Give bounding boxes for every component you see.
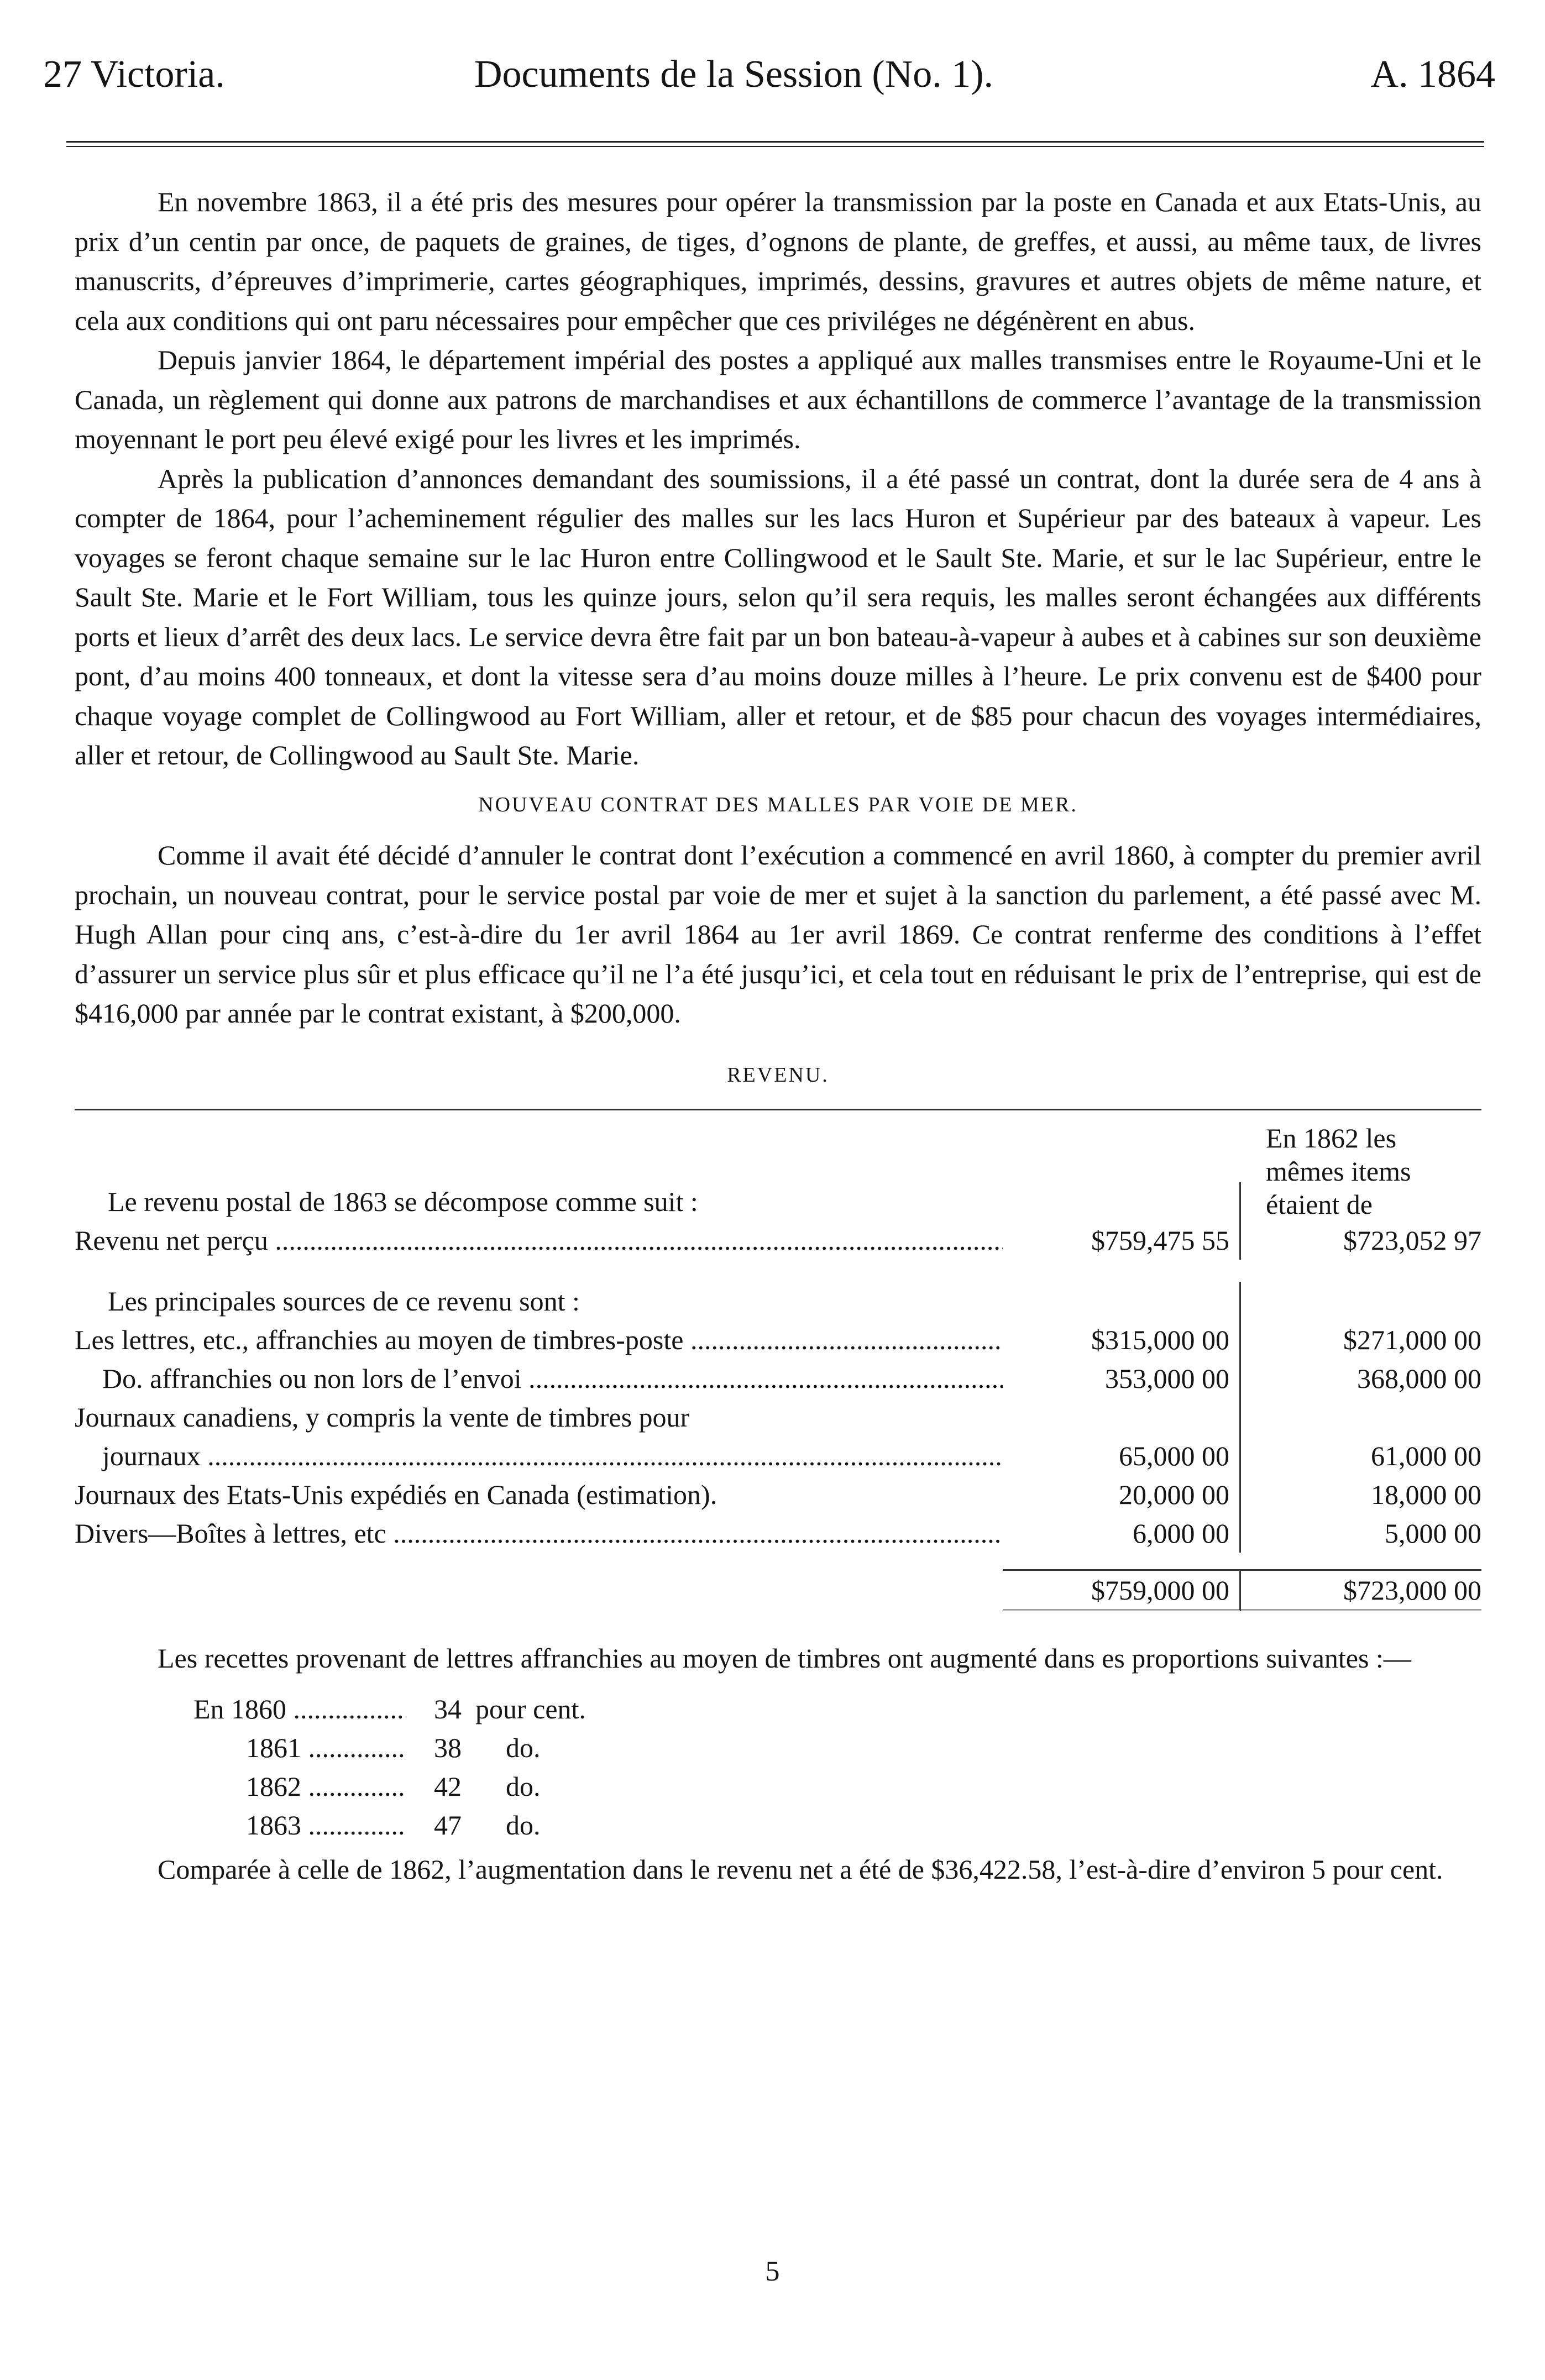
revenue-row-amount: 65,000 00 [1003,1437,1241,1475]
revenue-row-label: Les lettres, etc., affranchies au moyen de timbres-poste ..... [75,1320,1003,1359]
revenue-intro-row [75,1121,1481,1221]
revenue-sources-intro-row [75,1282,1481,1320]
paragraph-comparison: Comparée à celle de 1862, l’augmentation dans le revenu net a été de $36,422.58, l’est-à-dire d’environ 5 pour cent. [158,1853,1443,1885]
revenue-column-note: En 1862 les mêmes items étaient de [1266,1123,1411,1220]
revenue-row [75,1437,1481,1475]
header-volume: 27 Victoria. [43,53,225,96]
revenue-row-label: Journaux des Etats-Unis expédiés en Canada (estimation). [75,1479,717,1510]
revenue-net-amount: $759,475 55 [1003,1221,1241,1260]
document-body [75,182,1481,1889]
revenue-net-row [75,1221,1481,1260]
percentage-row [75,1690,1481,1728]
revenue-row [75,1359,1481,1398]
revenue-net-previous: $723,052 97 [1343,1225,1481,1256]
percentage-table [75,1690,1481,1844]
revenue-row [75,1475,1481,1514]
page-number: 5 [765,2256,780,2287]
revenue-table [75,1121,1481,1611]
revenue-row-previous: 18,000 00 [1371,1479,1481,1510]
paragraph-lake-contract: Après la publication d’annonces demandant des soumissions, il a été passé un contrat, dont la durée sera de 4 ans à compter de 1864, pour l’acheminement régulier des malles sur les lacs Huron et Supérieur par des bateaux à vapeur. Les voyages se feront chaque semaine sur le lac Huron entre Collingwood et le Sault Ste. Marie, et sur le lac Supérieur, entre le Sault Ste. Marie et le Fort William, tous les quinze jours, selon qu’il sera requis, les malles seront échangées aux différents ports et lieux d’arrêt des deux lacs. Le service devra être fait par un bon bateau-à-vapeur à aubes et à cabines sur son deuxième pont, d’au moins 400 tonneaux, et dont la vitesse sera d’au moins douze milles à l’heure. Le prix convenu est de $400 pour chaque voyage complet de Collingwood au Fort William, aller et retour, et de $85 pour chacun des voyages intermédiaires, aller et retour, de Collingwood au Sault Ste. Marie. [75,463,1481,770]
percentage-year: 1861 ..... [75,1728,406,1767]
percentage-row [75,1806,1481,1844]
percentage-year: 1862 ..... [75,1767,406,1806]
header-rule [66,141,1484,147]
percentage-value: 47 [434,1809,462,1841]
percentage-row [75,1728,1481,1767]
percentage-year: En 1860 ..... [75,1690,406,1728]
paragraph-transmission: En novembre 1863, il a été pris des mesures pour opérer la transmission par la poste en Canada et aux Etats-Unis, au prix d’un centin par once, de paquets de graines, de tiges, d’ognons de plante, de greffes, et aussi, au même taux, de livres manuscrits, d’épreuves d’imprimerie, cartes géographiques, imprimés, dessins, gravures et autres objets de même nature, et cela aux conditions qui ont paru nécessaires pour empêcher que ces priviléges ne dégénèrent en abus. [75,186,1481,336]
revenue-row-amount: $315,000 00 [1003,1320,1241,1359]
section-title-new-contract: NOUVEAU CONTRAT DES MALLES PAR VOIE DE MER. [478,793,1078,816]
paragraph-imperial-post: Depuis janvier 1864, le département impérial des postes a appliqué aux malles transmises entre le Royaume-Uni et le Canada, un règlement qui donne aux patrons de marchandises et aux échantillons de commerce l’avantage de la transmission moyennant le port peu élevé exigé pour les livres et les imprimés. [75,344,1481,454]
paragraph-new-contract: Comme il avait été décidé d’annuler le contrat dont l’exécution a commencé en avril 1860, à compter du premier avril prochain, un nouveau contrat, pour le service postal par voie de mer et sujet à la sanction du parlement, a été passé avec M. Hugh Allan pour cinq ans, c’est-à-dire du 1er avril 1864 au 1er avril 1869. Ce contrat renferme des conditions à l’effet d’assurer un service plus sûr et plus efficace qu’il ne l’a été jusqu’ici, et cela tout en réduisant le prix de l’entreprise, qui est de $416,000 par année par le contrat existant, à $200,000. [75,840,1481,1029]
revenue-row-label: Do. affranchies ou non lors de l’envoi ..... [75,1359,1003,1398]
revenue-title: REVENU. [727,1063,829,1087]
revenue-row [75,1514,1481,1553]
revenue-top-rule [75,1109,1481,1110]
percentage-value: 38 [434,1732,462,1763]
header-year: A. 1864 [1370,53,1495,96]
percentage-unit: pour cent. [475,1693,586,1724]
revenue-row [75,1398,1481,1437]
revenue-row-label: journaux ..... [75,1437,1003,1475]
percentage-value: 42 [434,1770,462,1802]
revenue-row [75,1320,1481,1359]
paragraph-stamps: Les recettes provenant de lettres affranchies au moyen de timbres ont augmenté dans es proportions suivantes :— [158,1643,1411,1674]
revenue-net-label: Revenu net perçu ..... [75,1221,1003,1260]
revenue-row-previous: 5,000 00 [1385,1518,1481,1549]
revenue-row-label: Divers—Boîtes à lettres, etc ..... [75,1514,1003,1553]
revenue-total-row [75,1569,1481,1611]
revenue-row-previous: 61,000 00 [1371,1440,1481,1471]
revenue-row-amount: 6,000 00 [1003,1514,1241,1553]
revenue-row-amount: 353,000 00 [1003,1359,1241,1398]
page-header [43,53,1495,102]
percentage-unit: do. [506,1809,541,1841]
revenue-row-label: Journaux canadiens, y compris la vente de timbres pour [75,1402,690,1433]
percentage-unit: do. [506,1732,541,1763]
percentage-year: 1863 ..... [75,1806,406,1844]
percentage-unit: do. [506,1770,541,1802]
percentage-row [75,1767,1481,1806]
revenue-row-previous: 368,000 00 [1357,1363,1481,1394]
revenue-total-previous: $723,000 00 [1241,1569,1481,1611]
revenue-sources-intro: Les principales sources de ce revenu sont : [108,1286,580,1317]
revenue-total-amount: $759,000 00 [1003,1569,1241,1611]
header-title: Documents de la Session (No. 1). [474,53,994,96]
revenue-row-amount: 20,000 00 [1003,1475,1241,1514]
revenue-row-previous: $271,000 00 [1343,1324,1481,1355]
percentage-value: 34 [434,1693,462,1724]
revenue-intro: Le revenu postal de 1863 se décompose comme suit : [108,1186,698,1217]
